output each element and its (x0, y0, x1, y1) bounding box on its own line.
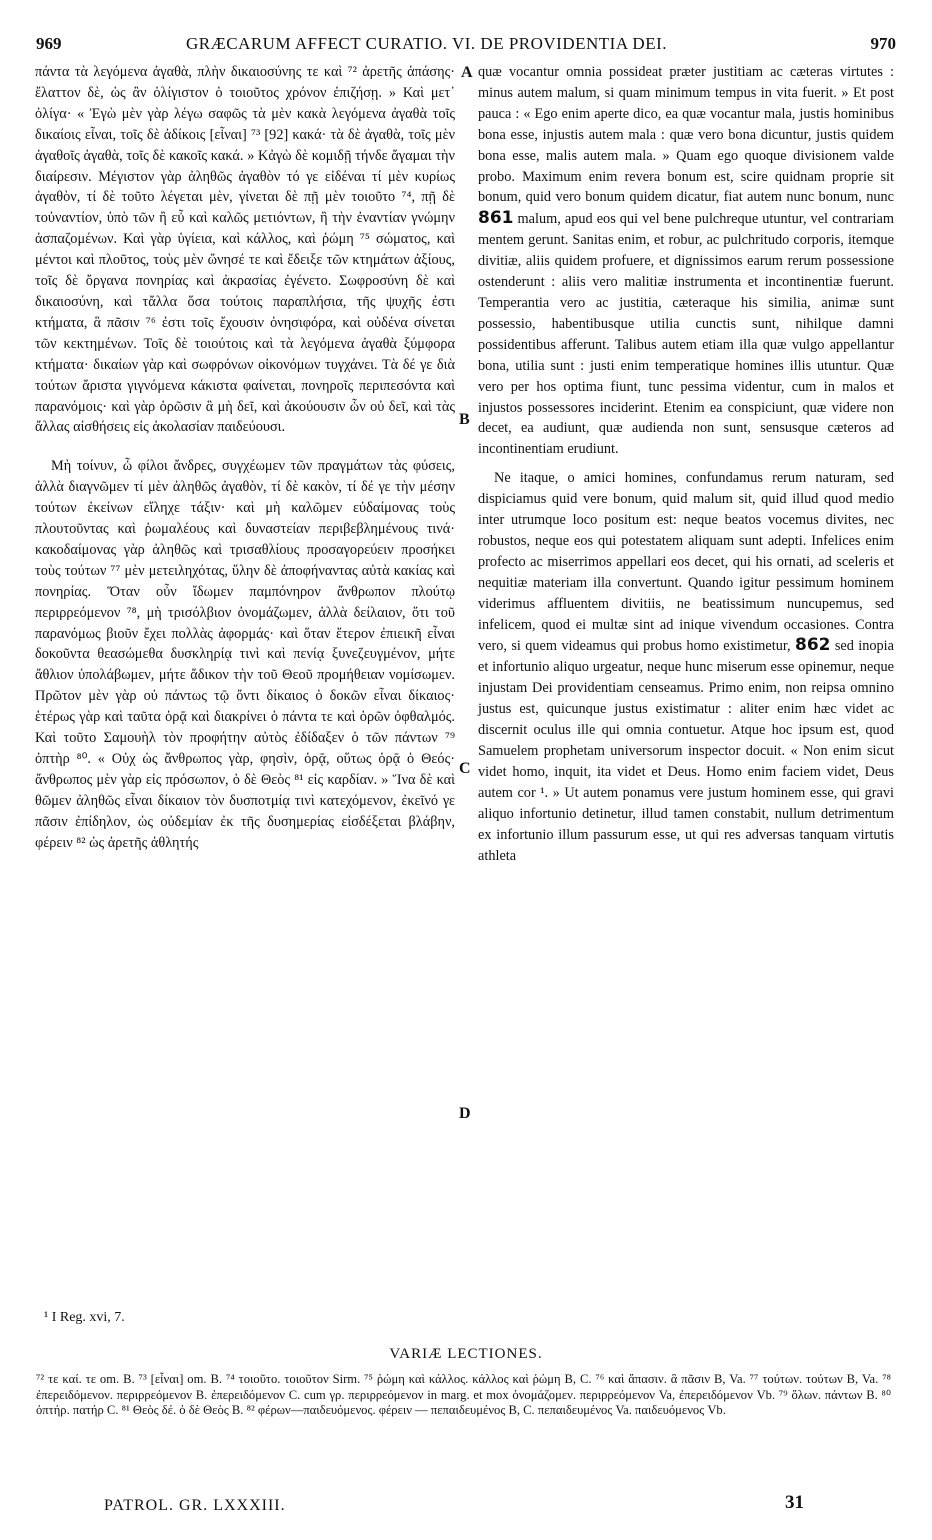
running-header (36, 34, 896, 58)
latin-paragraph-2a: Ne itaque, o amici homines, confundamus rerum naturam, sed dispiciamus quid vere bonum, quid malum sit, quid illud quod medio inter utrumque loco positum est: neque beatos vocemus divites, nec robustos, neque eos qui potestatem aliquam sunt adepti. Infelices enim profecto ac miserrimos appellari eos decet, qui his ornati, ad sceleris et nequitiæ materiam illa convertunt. Quando igitur pessimum hominem viderimus affluentem divitiis, ne beatissimum nuncupemus, sed infelicem, quod ei multæ sint ad inique vivendum occasiones. Contra vero, si quem videamus qui probus homo existimetur, (478, 470, 894, 655)
latin-paragraph-1b: malum, apud eos qui vel bene pulchreque utuntur, vel contrariam mentem gerunt. Sanitas enim, et robur, ac pulchritudo corporis, itemque divitiæ, aliis quidem profuere, et dignissimos earum rerum possessione ostenderunt : aliis vero malitiæ instrumenta et incontinentiæ fuerunt. Temperantia vero ac justitia, cæteraque his similia, animæ sunt possessio, habentibusque utilia cunctis sunt, nihilque damni possidentibus afferunt. Talibus autem etiam illa quæ vulgo appellantur bona, utilia sunt : justi enim temperatique homines illis utuntur. Quæ vero per hos optima fiunt, tunc pessima videntur, cum in malos et injustos possessores inciderint. Etenim ea conspiciunt, quæ videre non decet, ea audiunt, quæ audienda non sunt, sensusque cæteros ad incontinentiam erudiunt. (478, 211, 894, 458)
variae-lectiones-title: VARIÆ LECTIONES. (389, 1346, 543, 1362)
latin-paragraph-1a: quæ vocantur omnia possideat præter justitiam ac cæteras virtutes : minus autem malum, si quam minimum tempus in vita fuerit. » Et post pauca : « Ego enim aperte dico, ea quæ vocantur mala, justis hominibus bona esse, injustis autem mala : quæ vero bona dicuntur, justis quidem bona esse, malis autem mala. » Quam ego quoque divisionem valde probo. Maximum enim revera bonum est, scire quidnam proprie sit bonum, quid vero bonum quidem dicatur, fiat autem nunc bonum, nunc (478, 64, 894, 206)
column-number-862: 862 (794, 635, 831, 656)
page-number-right: 970 (870, 34, 896, 53)
greek-paragraph-1: πάντα τὰ λεγόμενα ἀγαθὰ, πλὴν δικαιοσύνης τε καὶ ⁷² ἀρετῆς ἁπάσης· ἔλαττον δὲ, ὡς ἂν ὀλίγιστον ὁ τοιοῦτος χρόνον ἐπιζήσῃ. » Καὶ μετ᾽ ὀλίγα· « Ἐγὼ μὲν γὰρ λέγω σαφῶς τὰ μὲν κακὰ λεγόμενα ἀγαθὰ τοῖς δικαίοις εἶναι, τοῖς δὲ ἀδίκοις [εἶναι] ⁷³ [92] κακά· τὰ δὲ ἀγαθὰ, τοῖς μὲν ἀγαθοῖς ἀγαθὰ, τοῖς δὲ κακοῖς κακά. » Κἀγὼ δὲ κομιδῇ τήνδε ἄγαμαι τὴν διαίρεσιν. Μέγιστον γὰρ ἀληθῶς ἀγαθὸν τό γε εἰδέναι τί μὲν κυρίως ἀγαθὸν, τί δὲ τοῦτο λέγεται μὲν, γίνεται δὲ πῇ μὲν τοιοῦτο ⁷⁴, πῇ δὲ τοὐναντίον, ὑπὸ τῶν ἢ εὖ καὶ καλῶς μετιόντων, ἢ τὴν ἐναντίαν γνώμην ἀσπαζομένων. Καὶ γὰρ ὑγίεια, καὶ κάλλος, καὶ ῥώμη ⁷⁵ σώματος, καὶ μέντοι καὶ πλοῦτος, τοὺς μὲν ὤνησέ τε καὶ ἔδειξε τῶν κτημάτων ἀξίους, τοῖς δὲ ὄργανα πονηρίας καὶ ἀκρασίας ἐγένετο. Σωφροσύνη δὲ καὶ δικαιοσύνη, καὶ τἄλλα ὅσα τούτοις παραπλήσια, τῆς ψυχῆς ἐστι κτήματα, ἃ πᾶσιν ⁷⁶ ἐστι τοῖς ἔχουσιν ὀνησιφόρα, καὶ οὐδένα σίνεται τῶν κεκτημένων. Τοῖς δὲ τοιούτοις καὶ τὰ λεγόμενα ἀγαθὰ ξύμφορα κτήματα· δικαίων γὰρ καὶ σωφρόνων οἰκονόμων τυγχάνει. Τὰ δέ γε διὰ τούτων ἄριστα γιγνόμενα κάκιστα φαίνεται, πονηροῖς περιπεσόντα καὶ παρανόμοις· καὶ γὰρ ὁρῶσιν ἃ μὴ δεῖ, καὶ ἀκούουσιν ὧν οὐ δεῖ, καὶ τὰς ἄλλας αἰσθήσεις εἰς ἀκολασίαν παιδεύουσι. (35, 64, 455, 436)
latin-paragraph-2b: sed inopia et infortunio aliquo urgeatur, neque hunc miserum esse opinemur, neque injustam Dei providentiam censeamus. Primo enim, non reipsa omnino justus est, quicunque justus existimatur : aliter enim hæc videt ac discernit oculus ille qui omnia contuetur. Atque hoc ipsum est, quod Samuelem prophetam universorum inspector docuit. « Non enim sicut videt homo, inquit, ita videt et Deus. Homo enim faciem videt, Deus autem cor ¹. » Ut autem ponamus vere justum hominem esse, qui gravi aliquo infortunio detinetur, illud tamen constabit, nullum detrimentum ex infortunio illum passurum esse, ut qui res adversas tanquam virtutis athleta (478, 638, 894, 864)
running-title: GRÆCARUM AFFECT CURATIO. VI. DE PROVIDENTIA DEI. (186, 34, 667, 53)
variae-lectiones-text: ⁷² τε καί. τε om. B. ⁷³ [εἶναι] om. B. ⁷⁴ τοιοῦτο. τοιοῦτον Sirm. ⁷⁵ ῥώμη καὶ κάλλος. κάλλος καὶ ῥώμη B, C. ⁷⁶ καὶ ἅπασιν. ἃ πᾶσιν B, Va. ⁷⁷ τούτων. τούτων B, Va. ⁷⁸ ἐπερειδόμενον. περιρρεόμενον B. ἐπερειδόμενον C. cum γρ. περιρρεόμενον in marg. et mox ὀνομάζομεν. περιρρεόμενον Va, ἐπερειδόμενον Vb. ⁷⁹ ὅλων. πάντων B. ⁸⁰ ὀπτήρ. πατήρ C. ⁸¹ Θεὸς δέ. ὁ δὲ Θεὸς B. ⁸² φέρων—παιδευόμενος. φέρειν — πεπαιδευμένος B, C. πεπαιδευμένος Va. παιδευόμενος Vb. (36, 1372, 891, 1417)
section-marker-c: C (459, 760, 471, 777)
footnote: ¹ I Reg. xvi, 7. (44, 1310, 125, 1325)
latin-column (478, 62, 894, 866)
section-marker-d: D (459, 1105, 471, 1122)
signature-number: 31 (785, 1492, 804, 1513)
section-marker-b: B (459, 411, 470, 428)
column-number-861: 861 (478, 208, 514, 229)
greek-column (35, 62, 455, 854)
greek-paragraph-2: Μὴ τοίνυν, ὦ φίλοι ἄνδρες, συγχέωμεν τῶν πραγμάτων τὰς φύσεις, ἀλλὰ διαγνῶμεν τί μὲν ἀληθῶς ἀγαθὸν, τί δὲ κακὸν, τί δέ γε τὴν μέσην τούτων ἐκείνων εἴληχε τάξιν· καὶ μὴ καλῶμεν εὐδαίμονας τοὺς πλουτοῦντας καὶ ῥωμαλέους καὶ δυναστείαν περιβεβλημένους τινά· κακοδαίμονας γὰρ ἀληθῶς καὶ τρισαθλίους προσαγορεύειν προσήκει τοὺς τούτων ⁷⁷ μὲν μετειληχότας, ὕλην δὲ ἀποφήναντας αὐτὰ κακίας καὶ πονηρίας. Ὅταν οὖν ἴδωμεν παμπόνηρον ἄνθρωπον πλούτῳ περιρρεόμενον ⁷⁸, μὴ τρισόλβιον ὀνομάζωμεν, ἀλλὰ δείλαιον, ὅτι τοῦ παρανόμως βιοῦν ἔχει πολλὰς ἀφορμάς· καὶ ὅταν ἕτερον ἐπιεικῆ εἶναι δοκοῦντα θεασώμεθα δυσκληρίᾳ τινὶ καὶ πενίᾳ ξυνεζευγμένον, μήτε ἄθλιον ὑπολάβωμεν, μήτε ἄδικον τὴν τοῦ Θεοῦ προμήθειαν νομίσωμεν. Πρῶτον μὲν γὰρ οὐ πάντως τῷ ὄντι δίκαιος ὁ δοκῶν εἶναι δίκαιος· ἑτέρως γὰρ καὶ ταῦτα ὁρᾷ καὶ διακρίνει ὁ πάντα τε καὶ ὁρῶν ὀφθαλμός. Καὶ τοῦτο Σαμουὴλ τὸν προφήτην αὐτὸς ἐδίδαξεν ὁ τῶν πάντων ⁷⁹ ὀπτὴρ ⁸⁰. « Οὐχ ὡς ἄνθρωπος γὰρ, φησὶν, ὁρᾷ, οὕτως ὁρᾷ ὁ Θεός· ἄνθρωπος μὲν γὰρ εἰς πρόσωπον, ὁ δὲ Θεὸς ⁸¹ εἰς καρδίαν. » Ἵνα δὲ καὶ θῶμεν ἀληθῶς εἶναι δίκαιον τὸν δυσποτμίᾳ τινὶ κατεχόμενον, ἐκεῖνό γε πᾶσιν ἐπίδηλον, ὡς οὐδεμίαν ἐκ τῆς δυσημερίας εἰσδέξεται βλάβην, φέρειν ⁸² ὡς ἀρετῆς ἀθλητής (35, 458, 455, 851)
patrologia-footer: PATROL. GR. LXXXIII. (104, 1497, 286, 1514)
page-number-left: 969 (36, 34, 62, 53)
section-marker-a: A (461, 64, 473, 81)
